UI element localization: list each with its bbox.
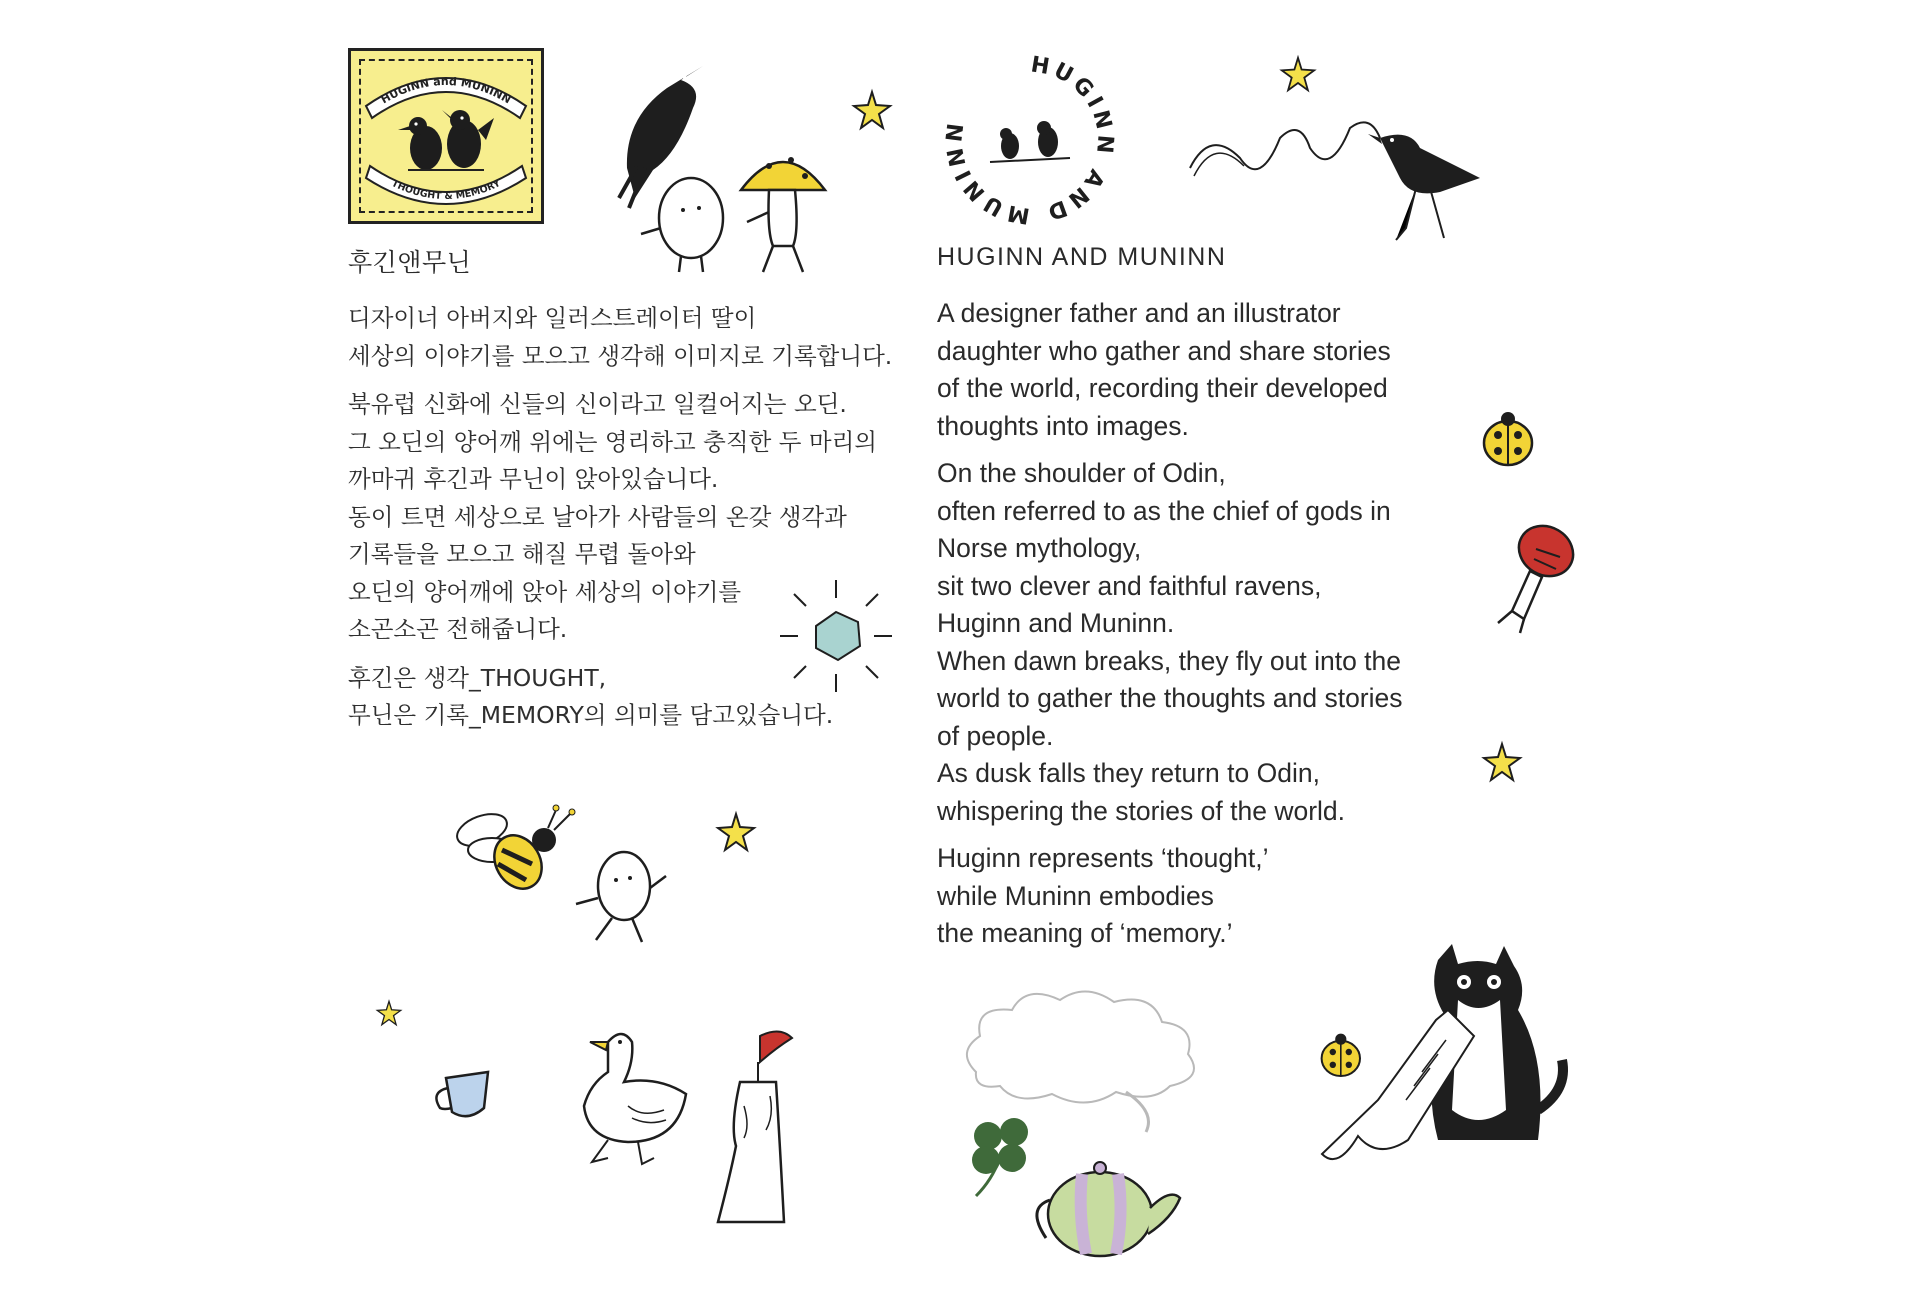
stamp-ravens-icon: [398, 110, 494, 170]
stamp-lettering-top: HUGINN and MUNINN: [378, 74, 514, 107]
duck-icon: [568, 1022, 698, 1172]
star-icon: [716, 812, 756, 852]
english-body: [937, 295, 1517, 963]
circle-raven-logo: [940, 50, 1120, 230]
teacup-icon: [428, 1068, 498, 1128]
mushroom-icon: [733, 142, 833, 282]
logo-stamp: [348, 48, 544, 224]
korean-paragraph: 후긴은 생각_THOUGHT, 무닌은 기록_MEMORY의 의미를 담고있습니다.: [348, 663, 834, 729]
svg-text:HUGINN AND MUNINN: [942, 52, 1117, 228]
star-icon: [852, 90, 892, 130]
egg-character-icon: [566, 842, 676, 952]
english-paragraph: A designer father and an illustrator daughter who gather and share stories of the world, recording their developed thoughts into images.: [937, 298, 1391, 441]
cat-with-scroll-icon: [1318, 940, 1578, 1190]
english-paragraph: Huginn represents ‘thought,’ while Muninn embodies the meaning of ‘memory.’: [937, 843, 1269, 948]
star-icon: [376, 1000, 402, 1026]
english-title: HUGINN AND MUNINN: [937, 243, 1227, 271]
circle-logo-ravens-icon: [990, 121, 1070, 162]
cloud-icon: [956, 982, 1216, 1122]
korean-body: [348, 300, 928, 746]
korean-paragraph: 북유럽 신화에 신들의 신이라고 일컬어지는 오딘. 그 오딘의 양어깨 위에는 영리하고 충직한 두 마리의 까마귀 후긴과 무닌이 앉아있습니다. 동이 트면 세상으로 날아가 사람들의 온갖 생각과 기록들을 모으고 해질 무렵 돌아와 오딘의 양어깨에 앉아 세상의 이야기를 소곤소곤 전해줍니다.: [348, 390, 878, 643]
raven-on-egg-icon: [607, 58, 737, 278]
stamp-lettering-bottom: THOUGHT & MEMORY: [389, 177, 503, 203]
korean-title: 후긴앤무닌: [348, 248, 472, 277]
teapot-icon: [1020, 1148, 1190, 1268]
raven-ribbon-icon: [1180, 108, 1500, 258]
english-paragraph: On the shoulder of Odin, often referred to as the chief of gods in Norse mythology, sit two clever and faithful ravens, Huginn and Muninn. When dawn breaks, they fly out into the world to gather the thoughts and stories of people. As dusk falls they return to Odin, whispering the stories of the world.: [937, 458, 1403, 826]
korean-paragraph: 디자이너 아버지와 일러스트레이터 딸이 세상의 이야기를 모으고 생각해 이미지로 기록합니다.: [348, 304, 893, 370]
candle-icon: [700, 1026, 820, 1236]
star-icon: [1280, 56, 1316, 92]
circle-logo-lettering: HUGINN AND MUNINN: [942, 52, 1118, 228]
